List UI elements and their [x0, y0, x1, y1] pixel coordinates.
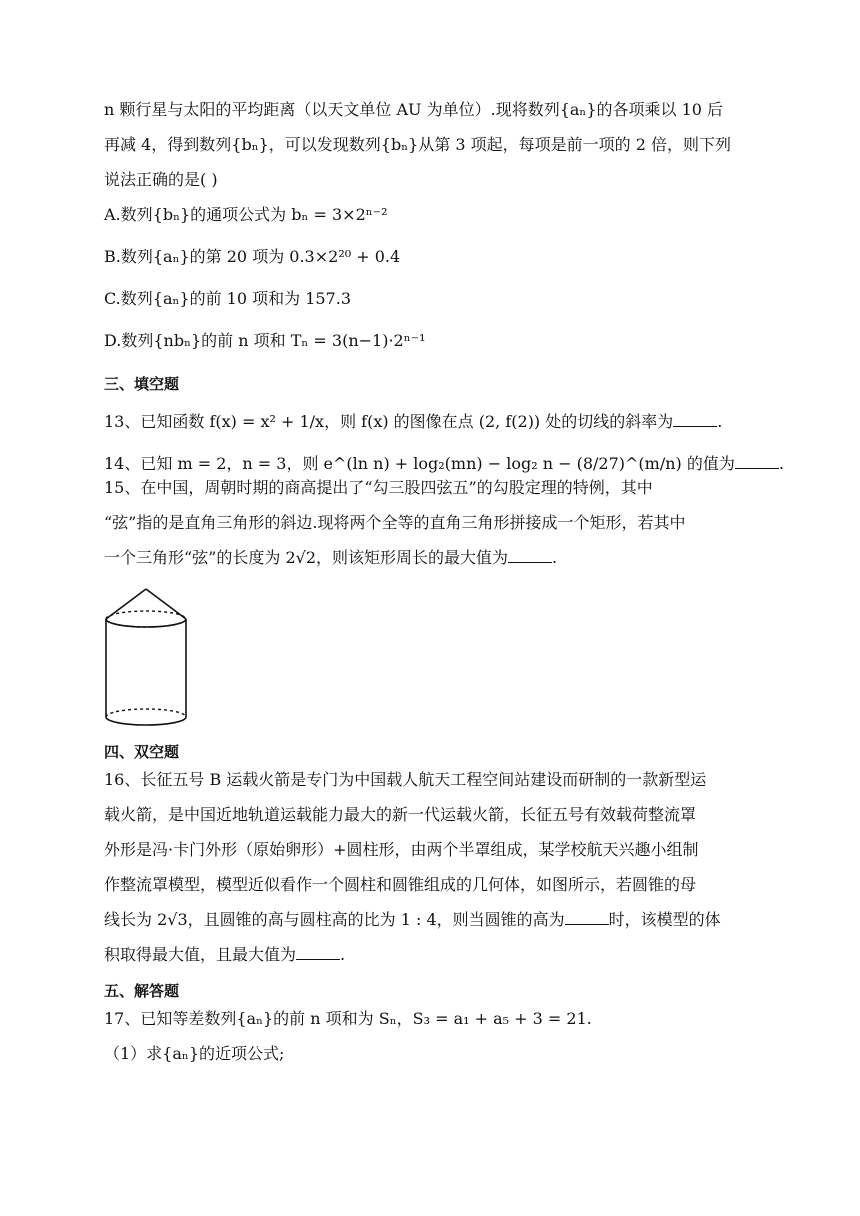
q13-blank — [673, 412, 717, 427]
q16-line2: 载火箭，是中国近地轨道运载能力最大的新一代运载火箭，长征五号有效载荷整流罩 — [104, 805, 697, 824]
q12-line2: 再减 4，得到数列{bₙ}，可以发现数列{bₙ}从第 3 项起，每项是前一项的 2 倍，则下列 — [104, 135, 732, 154]
q15-line1: 15、在中国，周朝时期的商高提出了“勾三股四弦五”的勾股定理的特例，其中 — [104, 478, 653, 497]
exam-page — [104, 100, 784, 1079]
cylinder-cone-diagram — [104, 583, 204, 733]
q17-line1: 17、已知等差数列{aₙ}的前 n 项和为 Sₙ，S₃ = a₁ + a₅ + 3 = 21. — [104, 1009, 592, 1028]
q15-line3: 一个三角形“弦”的长度为 2√2，则该矩形周长的最大值为 . — [104, 548, 558, 567]
q13: 13、已知函数 f(x) = x² + 1/x，则 f(x) 的图像在点 (2, f(2)) 处的切线的斜率为 . — [104, 412, 723, 431]
q16-line1: 16、长征五号 B 运载火箭是专门为中国载人航天工程空间站建设而研制的一款新型运 — [104, 770, 707, 789]
q16-line5: 线长为 2√3，且圆锥的高与圆柱高的比为 1 : 4，则当圆锥的高为 时，该模型的体 — [104, 910, 721, 929]
q14-blank — [735, 454, 779, 469]
q16-blank-1 — [565, 910, 609, 925]
q12-option-c: C.数列{aₙ}的前 10 项和为 157.3 — [104, 289, 352, 308]
q14: 14、已知 m = 2，n = 3，则 e^(ln n) + log₂(mn) − log₂ n − (8/27)^(m/n) 的值为 . — [104, 454, 784, 473]
section-answer: 五、解答题 — [104, 982, 180, 1000]
q16-line3: 外形是冯·卡门外形（原始卵形）+圆柱形，由两个半罩组成，某学校航天兴趣小组制 — [104, 840, 699, 859]
q16-blank-2 — [296, 945, 340, 960]
q12-option-a: A.数列{bₙ}的通项公式为 bₙ = 3×2ⁿ⁻² — [104, 205, 388, 224]
section-double-blank: 四、双空题 — [104, 743, 180, 761]
q12-line1: n 颗行星与太阳的平均距离（以天文单位 AU 为单位）.现将数列{aₙ}的各项乘以 10 后 — [104, 100, 724, 119]
q15-blank — [508, 548, 552, 563]
q12-option-d: D.数列{nbₙ}的前 n 项和 Tₙ = 3(n−1)·2ⁿ⁻¹ — [104, 331, 426, 350]
q17-part1: （1）求{aₙ}的近项公式; — [104, 1044, 285, 1063]
q12-line3: 说法正确的是( ) — [104, 170, 218, 189]
q13-text: 13、已知函数 f(x) = x² + 1/x，则 f(x) 的图像在点 (2, f(2)) 处的切线的斜率为 — [104, 412, 674, 431]
q12-option-b: B.数列{aₙ}的第 20 项为 0.3×2²⁰ + 0.4 — [104, 247, 401, 266]
q14-text: 14、已知 m = 2，n = 3，则 e^(ln n) + log₂(mn) − log₂ n − (8/27)^(m/n) 的值为 — [104, 454, 735, 473]
section-fill-in: 三、填空题 — [104, 375, 180, 393]
q16-line4: 作整流罩模型，模型近似看作一个圆柱和圆锥组成的几何体，如图所示，若圆锥的母 — [104, 875, 697, 894]
cylinder-cone-figure — [104, 583, 204, 733]
q15-line2: “弦”指的是直角三角形的斜边.现将两个全等的直角三角形拼接成一个矩形，若其中 — [104, 513, 686, 532]
q16-line6: 积取得最大值，且最大值为 . — [104, 945, 346, 964]
